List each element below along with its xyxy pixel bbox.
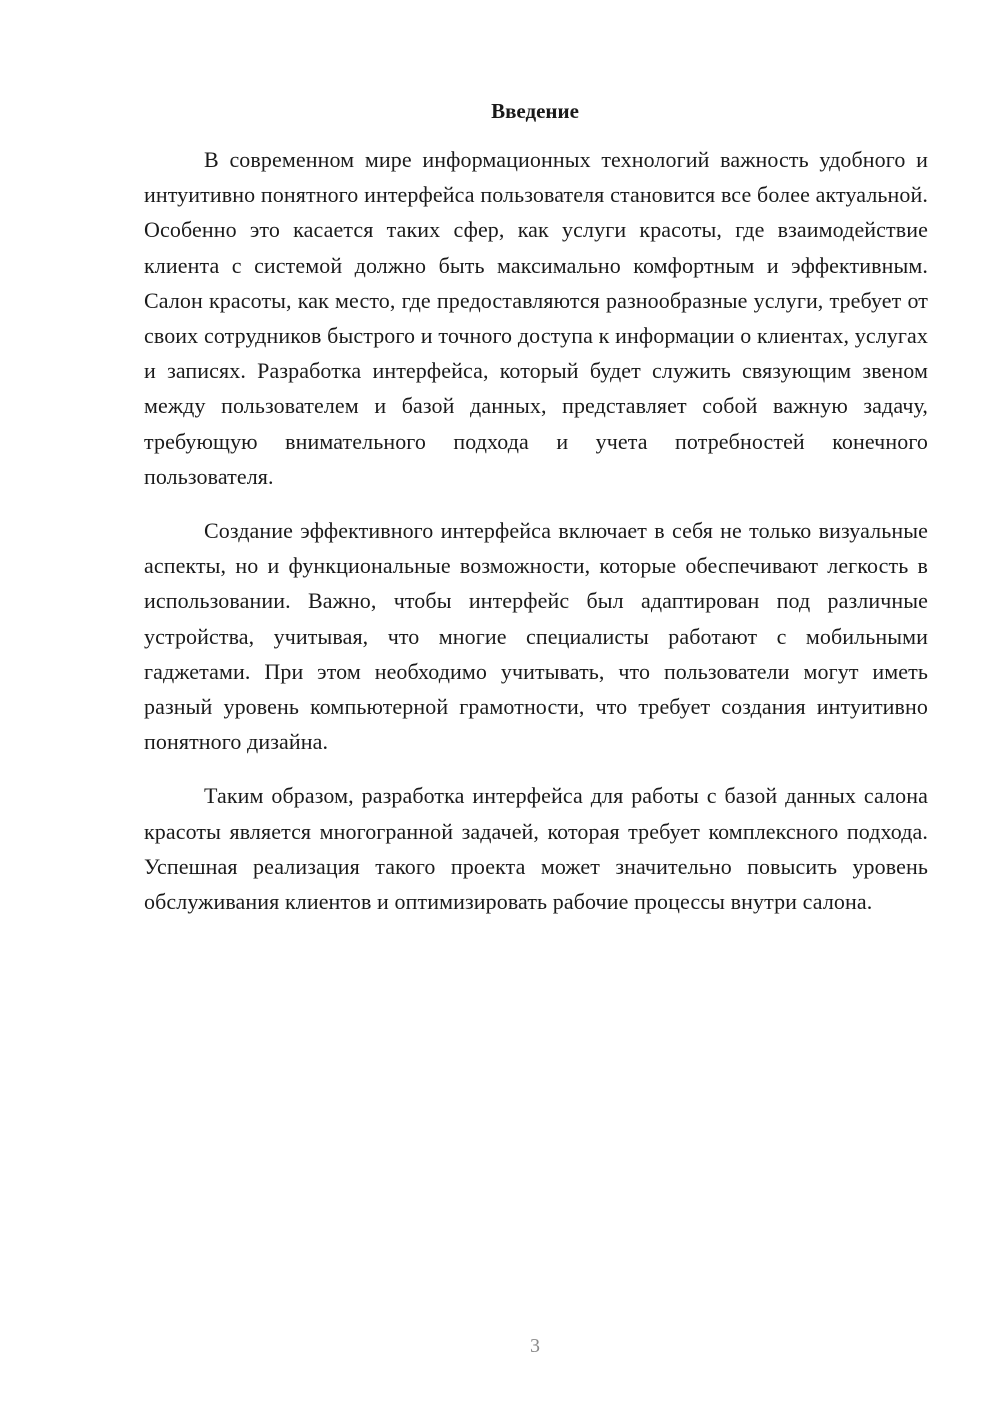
body-text bbox=[144, 142, 928, 919]
page-number: 3 bbox=[530, 1335, 540, 1357]
paragraph-1: В современном мире информационных технологий важность удобного и интуитивно понятного интерфейса пользователя становится все более актуальной. Особенно это касается таких сфер, как услуги красоты, где взаимодействие клиента с системой должно быть максимально комфортным и эффективным. Салон красоты, как место, где предоставляются разнообразные услуги, требует от своих сотрудников быстрого и точного доступа к информации о клиентах, услугах и записях. Разработка интерфейса, который будет служить связующим звеном между пользователем и базой данных, представляет собой важную задачу, требующую внимательного подхода и учета потребностей конечного пользователя. bbox=[144, 147, 928, 489]
section-title: Введение bbox=[491, 99, 579, 123]
paragraph-3: Таким образом, разработка интерфейса для работы с базой данных салона красоты является многогранной задачей, которая требует комплексного подхода. Успешная реализация такого проекта может значительно повысить уровень обслуживания клиентов и оптимизировать рабочие процессы внутри салона. bbox=[144, 783, 928, 915]
paragraph-2: Создание эффективного интерфейса включает в себя не только визуальные аспекты, но и функциональные возможности, которые обеспечивают легкость в использовании. Важно, чтобы интерфейс был адаптирован под различные устройства, учитывая, что многие специалисты работают с мобильными гаджетами. При этом необходимо учитывать, что пользователи могут иметь разный уровень компьютерной грамотности, что требует создания интуитивно понятного дизайна. bbox=[144, 518, 928, 755]
